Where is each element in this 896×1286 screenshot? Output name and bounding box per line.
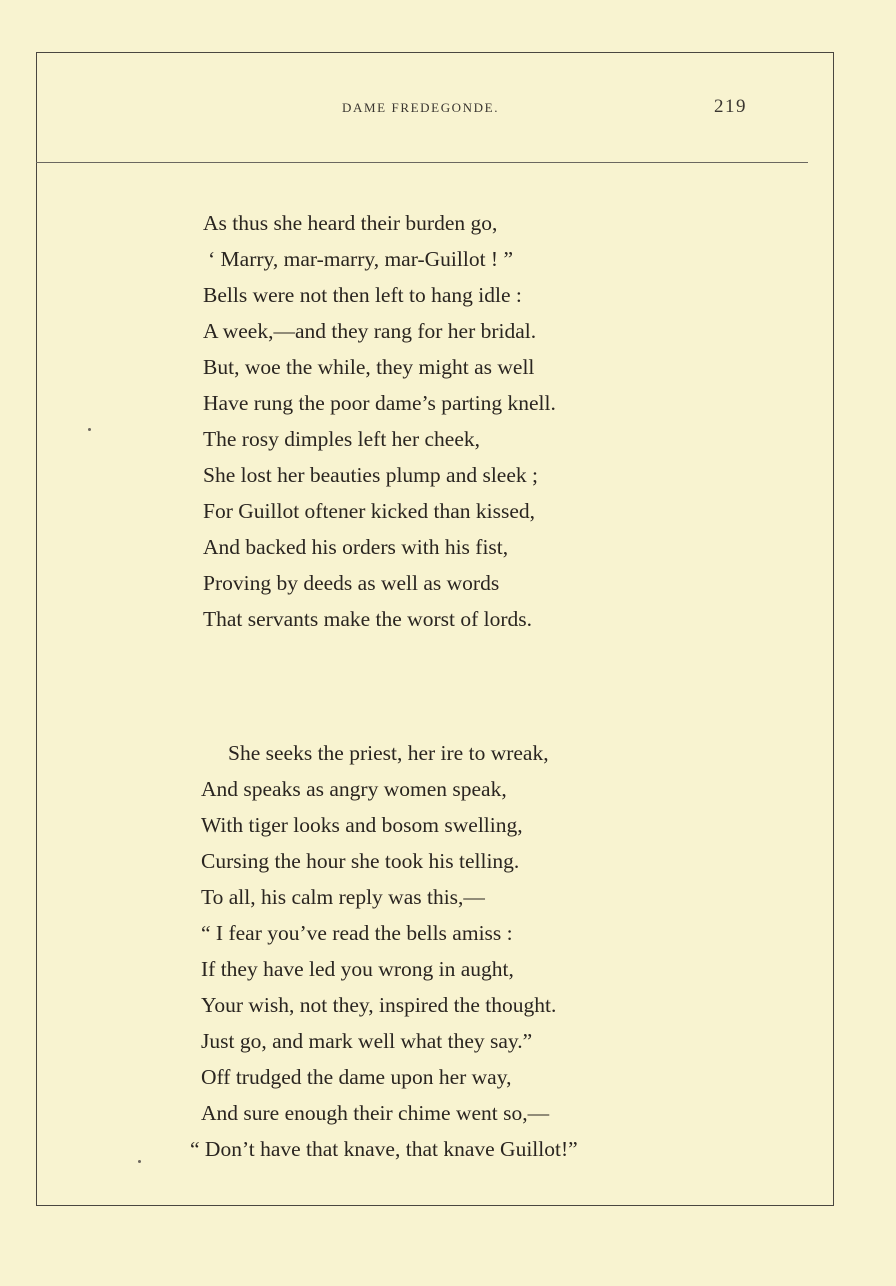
verse-line: Cursing the hour she took his telling. [201,849,520,873]
print-speck [138,1160,141,1163]
verse-line: “ I fear you’ve read the bells amiss : [201,921,513,945]
verse-line: And backed his orders with his fist, [203,535,509,559]
verse-line: With tiger looks and bosom swelling, [201,813,523,837]
print-speck [88,428,91,431]
verse-line: Off trudged the dame upon her way, [201,1065,512,1089]
verse-line: “ Don’t have that knave, that knave Guillot!” [190,1137,578,1161]
verse-line: But, woe the while, they might as well [203,355,535,379]
verse-line: To all, his calm reply was this,— [201,885,485,909]
verse-line: Have rung the poor dame’s parting knell. [203,391,556,415]
verse-line: Proving by deeds as well as words [203,571,500,595]
verse-line: She seeks the priest, her ire to wreak, [228,741,549,765]
verse-line: Bells were not then left to hang idle : [203,283,522,307]
verse-line: ‘ Marry, mar-marry, mar-Guillot ! ” [208,247,513,271]
verse-line: For Guillot oftener kicked than kissed, [203,499,535,523]
verse-line: And speaks as angry women speak, [201,777,507,801]
verse-line: That servants make the worst of lords. [203,607,532,631]
verse-line: A week,—and they rang for her bridal. [203,319,537,343]
running-head-title: DAME FREDEGONDE. [342,100,500,115]
verse-line: Your wish, not they, inspired the thought. [201,993,557,1017]
verse-line: She lost her beauties plump and sleek ; [203,463,538,487]
verse-line: And sure enough their chime went so,— [201,1101,550,1125]
page-number: 219 [714,96,747,117]
verse-line: As thus she heard their burden go, [203,211,498,235]
running-head [0,96,896,120]
verse-line: If they have led you wrong in aught, [201,957,514,981]
header-rule [36,162,808,163]
verse-line: Just go, and mark well what they say.” [201,1029,533,1053]
verse-line: The rosy dimples left her cheek, [203,427,481,451]
